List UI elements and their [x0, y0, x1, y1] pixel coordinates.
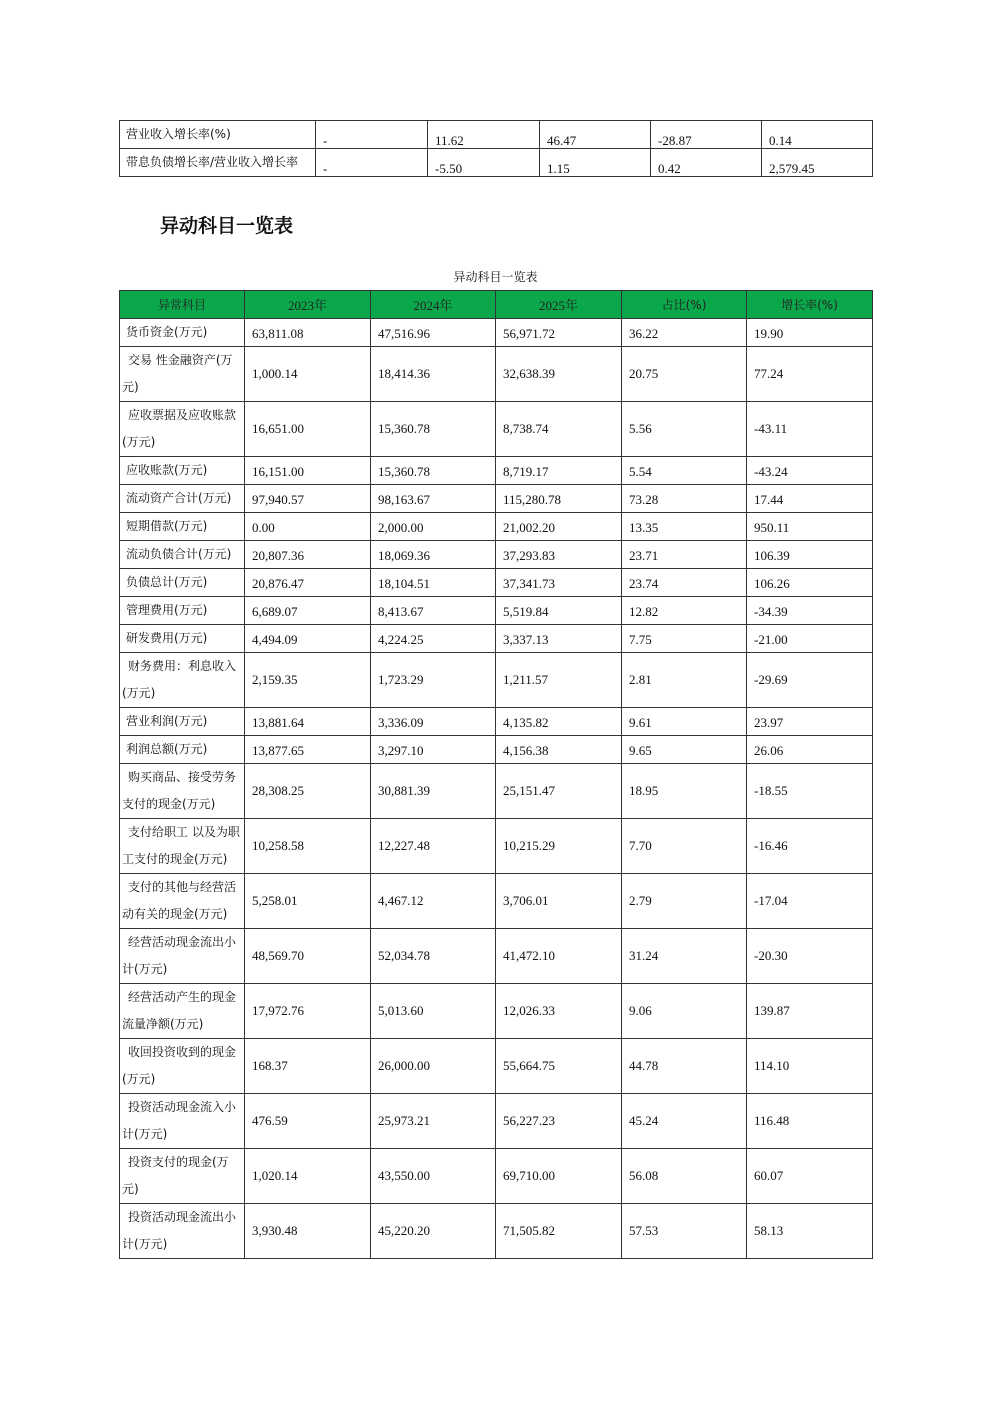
cell-share: 9.06 — [622, 984, 747, 1039]
cell-share: 9.65 — [622, 736, 747, 764]
cell-2024: 12,227.48 — [371, 819, 496, 874]
table-row — [120, 457, 873, 485]
cell-share: 31.24 — [622, 929, 747, 984]
cell-share: 13.35 — [622, 513, 747, 541]
table-row — [120, 1149, 873, 1204]
row-label: 管理费用(万元) — [120, 597, 245, 625]
row-label: 收回投资收到的现金(万元) — [120, 1039, 245, 1094]
cell-2023: 13,881.64 — [245, 708, 371, 736]
cell-2024: 18,414.36 — [371, 347, 496, 402]
table-row — [120, 149, 873, 177]
table-row — [120, 513, 873, 541]
cell-2022: - — [316, 121, 428, 149]
cell-2025: 4,156.38 — [496, 736, 622, 764]
cell-2023: 4,494.09 — [245, 625, 371, 653]
cell-growth: -34.39 — [747, 597, 873, 625]
cell-growth: -43.11 — [747, 402, 873, 457]
cell-share: 57.53 — [622, 1204, 747, 1259]
table-row — [120, 874, 873, 929]
cell-2023: 97,940.57 — [245, 485, 371, 513]
cell-2024: 18,069.36 — [371, 541, 496, 569]
cell-2025: 3,706.01 — [496, 874, 622, 929]
cell-2024: 3,336.09 — [371, 708, 496, 736]
cell-2025: 56,227.23 — [496, 1094, 622, 1149]
cell-2022: - — [316, 149, 428, 177]
header-2025: 2025年 — [496, 291, 622, 319]
cell-2023: 16,151.00 — [245, 457, 371, 485]
cell-2025: 32,638.39 — [496, 347, 622, 402]
cell-2024: 5,013.60 — [371, 984, 496, 1039]
row-label: 利润总额(万元) — [120, 736, 245, 764]
table-row — [120, 347, 873, 402]
cell-share: 73.28 — [622, 485, 747, 513]
table-row — [120, 485, 873, 513]
table-row — [120, 319, 873, 347]
cell-2023: 1,000.14 — [245, 347, 371, 402]
cell-2024: 46.47 — [540, 121, 651, 149]
table-row — [120, 1204, 873, 1259]
cell-2023: -5.50 — [428, 149, 540, 177]
cell-2025: 56,971.72 — [496, 319, 622, 347]
cell-share: 23.74 — [622, 569, 747, 597]
cell-2025: 8,719.17 — [496, 457, 622, 485]
cell-growth: -29.69 — [747, 653, 873, 708]
table-row — [120, 984, 873, 1039]
cell-2024: 2,000.00 — [371, 513, 496, 541]
cell-2023: 11.62 — [428, 121, 540, 149]
table-row — [120, 541, 873, 569]
cell-2025: 55,664.75 — [496, 1039, 622, 1094]
table-row — [120, 736, 873, 764]
row-label: 营业收入增长率(%) — [120, 121, 316, 149]
row-label: 经营活动现金流出小计(万元) — [120, 929, 245, 984]
cell-2023: 6,689.07 — [245, 597, 371, 625]
cell-growth: 17.44 — [747, 485, 873, 513]
table-row — [120, 569, 873, 597]
cell-2024: 1.15 — [540, 149, 651, 177]
table-row — [120, 625, 873, 653]
header-2023: 2023年 — [245, 291, 371, 319]
row-label: 支付的其他与经营活动有关的现金(万元) — [120, 874, 245, 929]
cell-2023: 1,020.14 — [245, 1149, 371, 1204]
cell-2023: 48,569.70 — [245, 929, 371, 984]
table-row — [120, 929, 873, 984]
cell-2024: 26,000.00 — [371, 1039, 496, 1094]
cell-2024: 30,881.39 — [371, 764, 496, 819]
cell-2025: 5,519.84 — [496, 597, 622, 625]
cell-share: 20.75 — [622, 347, 747, 402]
cell-share: 7.70 — [622, 819, 747, 874]
cell-2025: 8,738.74 — [496, 402, 622, 457]
table-row — [120, 597, 873, 625]
table-row — [120, 764, 873, 819]
table-row — [120, 708, 873, 736]
cell-growth: 139.87 — [747, 984, 873, 1039]
row-label: 流动负债合计(万元) — [120, 541, 245, 569]
cell-2024: 18,104.51 — [371, 569, 496, 597]
cell-2024: 3,297.10 — [371, 736, 496, 764]
cell-2024: 4,467.12 — [371, 874, 496, 929]
cell-2023: 16,651.00 — [245, 402, 371, 457]
cell-2024: 25,973.21 — [371, 1094, 496, 1149]
row-label: 货币资金(万元) — [120, 319, 245, 347]
header-2024: 2024年 — [371, 291, 496, 319]
cell-share: 44.78 — [622, 1039, 747, 1094]
cell-2023: 28,308.25 — [245, 764, 371, 819]
cell-2025: -28.87 — [651, 121, 762, 149]
cell-2024: 15,360.78 — [371, 457, 496, 485]
cell-2025: 4,135.82 — [496, 708, 622, 736]
cell-2024: 98,163.67 — [371, 485, 496, 513]
top-summary-table — [119, 120, 873, 177]
cell-2024: 1,723.29 — [371, 653, 496, 708]
cell-2023: 2,159.35 — [245, 653, 371, 708]
cell-2025: 25,151.47 — [496, 764, 622, 819]
cell-growth: -43.24 — [747, 457, 873, 485]
row-label: 带息负债增长率/营业收入增长率 — [120, 149, 316, 177]
cell-2023: 17,972.76 — [245, 984, 371, 1039]
table-row — [120, 819, 873, 874]
row-label: 交易 性金融资产(万元) — [120, 347, 245, 402]
row-label: 财务费用：利息收入(万元) — [120, 653, 245, 708]
table-caption: 异动科目一览表 — [453, 270, 538, 284]
row-label: 应收账款(万元) — [120, 457, 245, 485]
row-label: 购买商品、接受劳务支付的现金(万元) — [120, 764, 245, 819]
cell-share: 23.71 — [622, 541, 747, 569]
cell-growth: -16.46 — [747, 819, 873, 874]
cell-share: 2.79 — [622, 874, 747, 929]
table-header-row — [120, 291, 873, 319]
cell-extra: 2,579.45 — [762, 149, 873, 177]
cell-2023: 5,258.01 — [245, 874, 371, 929]
row-label: 营业利润(万元) — [120, 708, 245, 736]
cell-2023: 20,807.36 — [245, 541, 371, 569]
cell-growth: 19.90 — [747, 319, 873, 347]
cell-2023: 0.00 — [245, 513, 371, 541]
cell-2025: 1,211.57 — [496, 653, 622, 708]
cell-2024: 47,516.96 — [371, 319, 496, 347]
row-label: 投资活动现金流出小计(万元) — [120, 1204, 245, 1259]
row-label: 应收票据及应收账款(万元) — [120, 402, 245, 457]
table-row — [120, 1094, 873, 1149]
row-label: 负债总计(万元) — [120, 569, 245, 597]
cell-extra: 0.14 — [762, 121, 873, 149]
cell-share: 7.75 — [622, 625, 747, 653]
cell-share: 56.08 — [622, 1149, 747, 1204]
cell-growth: 114.10 — [747, 1039, 873, 1094]
cell-share: 12.82 — [622, 597, 747, 625]
cell-2024: 52,034.78 — [371, 929, 496, 984]
cell-2025: 37,341.73 — [496, 569, 622, 597]
cell-2025: 10,215.29 — [496, 819, 622, 874]
table-row — [120, 121, 873, 149]
table-row — [120, 1039, 873, 1094]
cell-2023: 168.37 — [245, 1039, 371, 1094]
cell-2023: 63,811.08 — [245, 319, 371, 347]
cell-2024: 45,220.20 — [371, 1204, 496, 1259]
cell-2024: 15,360.78 — [371, 402, 496, 457]
table-row — [120, 653, 873, 708]
header-growth: 增长率(%) — [747, 291, 873, 319]
cell-2025: 69,710.00 — [496, 1149, 622, 1204]
row-label: 支付给职工 以及为职工支付的现金(万元) — [120, 819, 245, 874]
cell-2024: 4,224.25 — [371, 625, 496, 653]
cell-2023: 476.59 — [245, 1094, 371, 1149]
cell-2024: 8,413.67 — [371, 597, 496, 625]
row-label: 流动资产合计(万元) — [120, 485, 245, 513]
cell-growth: 116.48 — [747, 1094, 873, 1149]
cell-share: 5.56 — [622, 402, 747, 457]
cell-2025: 115,280.78 — [496, 485, 622, 513]
row-label: 研发费用(万元) — [120, 625, 245, 653]
cell-growth: 23.97 — [747, 708, 873, 736]
cell-share: 18.95 — [622, 764, 747, 819]
cell-2025: 3,337.13 — [496, 625, 622, 653]
cell-2025: 71,505.82 — [496, 1204, 622, 1259]
row-label: 短期借款(万元) — [120, 513, 245, 541]
cell-growth: -21.00 — [747, 625, 873, 653]
table-row — [120, 402, 873, 457]
cell-share: 36.22 — [622, 319, 747, 347]
cell-2025: 37,293.83 — [496, 541, 622, 569]
cell-2023: 13,877.65 — [245, 736, 371, 764]
cell-2023: 3,930.48 — [245, 1204, 371, 1259]
cell-2023: 10,258.58 — [245, 819, 371, 874]
row-label: 投资活动现金流入小计(万元) — [120, 1094, 245, 1149]
row-label: 经营活动产生的现金流量净额(万元) — [120, 984, 245, 1039]
cell-growth: 26.06 — [747, 736, 873, 764]
cell-growth: -18.55 — [747, 764, 873, 819]
cell-growth: 106.39 — [747, 541, 873, 569]
cell-growth: 58.13 — [747, 1204, 873, 1259]
cell-growth: 106.26 — [747, 569, 873, 597]
cell-2025: 12,026.33 — [496, 984, 622, 1039]
cell-share: 2.81 — [622, 653, 747, 708]
header-share: 占比(%) — [622, 291, 747, 319]
cell-2025: 41,472.10 — [496, 929, 622, 984]
cell-growth: 60.07 — [747, 1149, 873, 1204]
cell-2024: 43,550.00 — [371, 1149, 496, 1204]
cell-share: 9.61 — [622, 708, 747, 736]
cell-growth: 77.24 — [747, 347, 873, 402]
section-title: 异动科目一览表 — [160, 215, 294, 237]
cell-share: 45.24 — [622, 1094, 747, 1149]
cell-share: 5.54 — [622, 457, 747, 485]
header-account: 异常科目 — [120, 291, 245, 319]
cell-2025: 0.42 — [651, 149, 762, 177]
cell-2025: 21,002.20 — [496, 513, 622, 541]
cell-2023: 20,876.47 — [245, 569, 371, 597]
anomaly-accounts-table — [119, 290, 873, 1259]
cell-growth: -17.04 — [747, 874, 873, 929]
row-label: 投资支付的现金(万元) — [120, 1149, 245, 1204]
cell-growth: 950.11 — [747, 513, 873, 541]
cell-growth: -20.30 — [747, 929, 873, 984]
